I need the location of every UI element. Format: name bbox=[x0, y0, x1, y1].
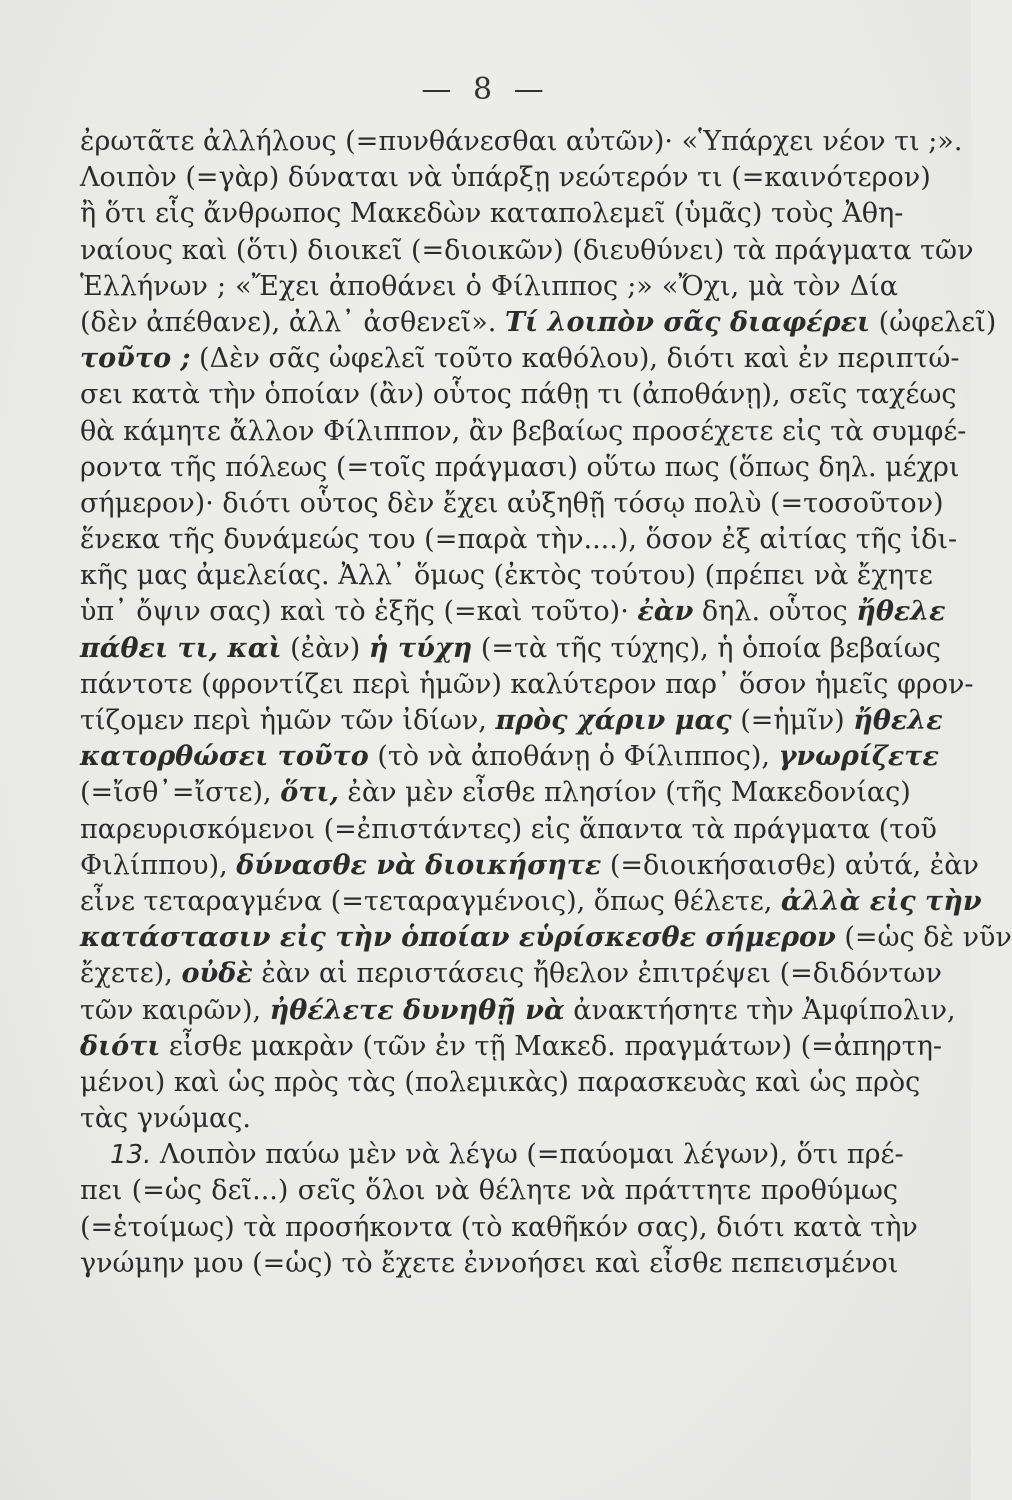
text-line bbox=[80, 341, 960, 377]
text-line bbox=[80, 522, 958, 558]
text-run: ὑπ᾽ ὄψιν σας) καὶ τὸ ἑξῆς (=καὶ τοῦτο)· bbox=[80, 596, 638, 628]
text-line bbox=[80, 124, 963, 160]
text-line bbox=[80, 233, 974, 269]
text-line bbox=[80, 775, 911, 811]
text-line bbox=[80, 305, 997, 341]
text-run: παρευρισκόμενοι (=ἐπιστάντες) εἰς ἅπαντα τὰ πράγματα (τοῦ bbox=[80, 813, 937, 845]
text-run: (=ὡς δὲ νῦν bbox=[835, 922, 1012, 954]
text-run: (τὸ νὰ ἀποθάνῃ ὁ Φίλιππος), bbox=[368, 741, 779, 773]
text-run: (ὠφελεῖ) bbox=[870, 306, 997, 338]
section-number: 13. bbox=[110, 1140, 152, 1171]
text-line bbox=[80, 993, 956, 1029]
text-line bbox=[80, 450, 960, 486]
text-run: τῶν καιρῶν), bbox=[80, 994, 270, 1026]
emphasis-run: πάθει τι, καὶ bbox=[80, 632, 282, 664]
text-line bbox=[80, 1029, 942, 1065]
text-line bbox=[80, 160, 931, 196]
text-run: πει (=ὡς δεῖ...) σεῖς ὅλοι νὰ θέλητε νὰ πράττητε προθύμως bbox=[80, 1175, 898, 1207]
text-line bbox=[80, 414, 967, 450]
text-run: Φιλίππου), bbox=[80, 849, 237, 881]
text-run: εἶνε τεταραγμένα (=τεταραγμένοις), ὅπως θέλετε, bbox=[80, 885, 781, 917]
emphasis-run: ἤθελε bbox=[856, 596, 946, 628]
text-run: ἀνακτήσητε τὴν Ἀμφίπολιν, bbox=[564, 994, 956, 1026]
text-run: (δὲν ἀπέθανε), ἀλλ᾽ ἀσθενεῖ». bbox=[80, 306, 505, 338]
text-run: ροντα τῆς πόλεως (=τοῖς πράγμασι) οὕτω πως (ὅπως δηλ. μέχρι bbox=[80, 451, 960, 483]
text-line bbox=[80, 920, 1012, 956]
emphasis-run: ἀλλὰ εἰς τὴν bbox=[780, 885, 982, 917]
emphasis-run: ἠθέλετε δυνηθῇ νὰ bbox=[269, 994, 565, 1026]
text-run: Λοιπὸν παύω μὲν νὰ λέγω (=παύομαι λέγων), ὅτι πρέ- bbox=[151, 1139, 904, 1171]
text-line bbox=[80, 667, 974, 703]
text-run: (=τὰ τῆς τύχης), ἡ ὁποία βεβαίως bbox=[472, 632, 941, 664]
text-run: θὰ κάμητε ἄλλον Φίλιππον, ἂν βεβαίως προσέχετε εἰς τὰ συμφέ- bbox=[80, 415, 967, 447]
text-line bbox=[80, 1137, 904, 1173]
text-run: ἕνεκα τῆς δυνάμεώς του (=παρὰ τὴν....), ὅσον ἐξ αἰτίας τῆς ἰδι- bbox=[80, 524, 958, 556]
text-run: δηλ. οὗτος bbox=[693, 596, 857, 628]
emphasis-run: ἐὰν bbox=[637, 596, 694, 628]
text-line bbox=[80, 884, 982, 920]
text-run: πάντοτε (φροντίζει περὶ ἡμῶν) καλύτερον παρ᾽ ὅσον ἡμεῖς φρον- bbox=[80, 668, 974, 700]
text-line bbox=[80, 486, 944, 522]
text-run: τίζομεν περὶ ἡμῶν τῶν ἰδίων, bbox=[80, 705, 496, 736]
text-run: σει κατὰ τὴν ὁποίαν (ἂν) οὗτος πάθῃ τι (ἀποθάνῃ), σεῖς ταχέως bbox=[80, 379, 957, 411]
emphasis-run: οὐδὲ bbox=[181, 958, 253, 990]
page-number: — 8 — bbox=[421, 72, 550, 107]
text-run: ναίους καὶ (ὅτι) διοικεῖ (=διοικῶν) (διευθύνει) τὰ πράγματα τῶν bbox=[80, 234, 974, 266]
text-line bbox=[80, 1101, 898, 1137]
text-run: ἔχετε), bbox=[80, 958, 182, 990]
text-line bbox=[80, 956, 942, 992]
text-line bbox=[80, 1246, 898, 1282]
text-run: σήμερον)· διότι οὗτος δὲν ἔχει αὐξηθῇ τόσῳ πολὺ (=τοσοῦτον) bbox=[80, 487, 944, 519]
emphasis-run: διότι bbox=[80, 1030, 161, 1062]
emphasis-run: ὅτι, bbox=[280, 777, 339, 809]
text-run: (ἐὰν) bbox=[281, 632, 369, 664]
emphasis-run: τοῦτο ; bbox=[80, 343, 191, 375]
text-line bbox=[80, 1065, 921, 1101]
text-run: Ἑλλήνων ; «Ἔχει ἀποθάνει ὁ Φίλιππος ;» «Ὄχι, μὰ τὸν Δία bbox=[80, 270, 898, 302]
text-run: εἶσθε μακρὰν (τῶν ἐν τῇ Μακεδ. πραγμάτων) (=ἀπηρτη- bbox=[160, 1030, 942, 1062]
text-run: ἐὰν αἱ περιστάσεις ἤθελον ἐπιτρέψει (=διδόντων bbox=[252, 958, 942, 990]
emphasis-run: Τί λοιπὸν σᾶς διαφέρει bbox=[504, 306, 871, 338]
text-run: (=διοικήσαισθε) αὐτά, ἐὰν bbox=[601, 849, 979, 881]
text-line bbox=[80, 631, 941, 667]
text-line bbox=[80, 812, 937, 848]
text-line bbox=[80, 703, 943, 739]
text-run: (Δὲν σᾶς ὠφελεῖ τοῦτο καθόλου), διότι καὶ ἐν περιπτώ- bbox=[190, 343, 960, 375]
text-line bbox=[80, 848, 979, 884]
text-line bbox=[80, 269, 898, 305]
text-body bbox=[80, 124, 1012, 1282]
text-line bbox=[80, 1210, 918, 1246]
text-line bbox=[80, 739, 939, 775]
emphasis-run: ἤθελε bbox=[853, 705, 943, 736]
text-run: (=ἡμῖν) bbox=[731, 705, 854, 736]
text-run: γνώμην μου (=ὡς) τὸ ἔχετε ἐννοήσει καὶ εἶσθε πεπεισμένοι bbox=[80, 1247, 899, 1279]
text-run: Λοιπὸν (=γὰρ) δύναται νὰ ὑπάρξῃ νεώτερόν τι (=καινότερον) bbox=[80, 162, 931, 194]
emphasis-run: πρὸς χάριν μας bbox=[495, 705, 732, 736]
emphasis-run: κατορθώσει τοῦτο bbox=[80, 741, 369, 773]
text-run: ἐρωτᾶτε ἀλλήλους (=πυνθάνεσθαι αὐτῶν)· «Ὑπάρχει νέον τι ;». bbox=[80, 126, 963, 157]
text-run: μένοι) καὶ ὡς πρὸς τὰς (πολεμικὰς) παρασκευὰς καὶ ὡς πρὸς bbox=[80, 1066, 921, 1098]
text-run: ἐὰν μὲν εἶσθε πλησίον (τῆς Μακεδονίας) bbox=[338, 777, 911, 809]
emphasis-run: ἡ τύχη bbox=[368, 632, 473, 664]
text-run: (=ἑτοίμως) τὰ προσήκοντα (τὸ καθῆκόν σας), διότι κατὰ τὴν bbox=[80, 1211, 918, 1243]
text-line bbox=[80, 377, 957, 413]
text-line bbox=[80, 594, 946, 630]
text-line bbox=[80, 196, 904, 232]
text-line bbox=[80, 558, 933, 594]
text-run: τὰς γνώμας. bbox=[80, 1103, 251, 1135]
text-run: κῆς μας ἀμελείας. Ἀλλ᾽ ὅμως (ἐκτὸς τούτου) (πρέπει νὰ ἔχητε bbox=[80, 560, 933, 592]
text-run: (=ἴσθ᾽=ἴστε), bbox=[80, 777, 281, 809]
emphasis-run: γνωρίζετε bbox=[778, 741, 939, 773]
text-run: ἢ ὅτι εἷς ἄνθρωπος Μακεδὼν καταπολεμεῖ (ὑμᾶς) τοὺς Ἀθη- bbox=[80, 198, 904, 230]
emphasis-run: δύνασθε νὰ διοικήσητε bbox=[236, 849, 602, 881]
emphasis-run: κατάστασιν εἰς τὴν ὁποίαν εὑρίσκεσθε σήμερον bbox=[80, 922, 836, 954]
text-line bbox=[80, 1173, 898, 1209]
